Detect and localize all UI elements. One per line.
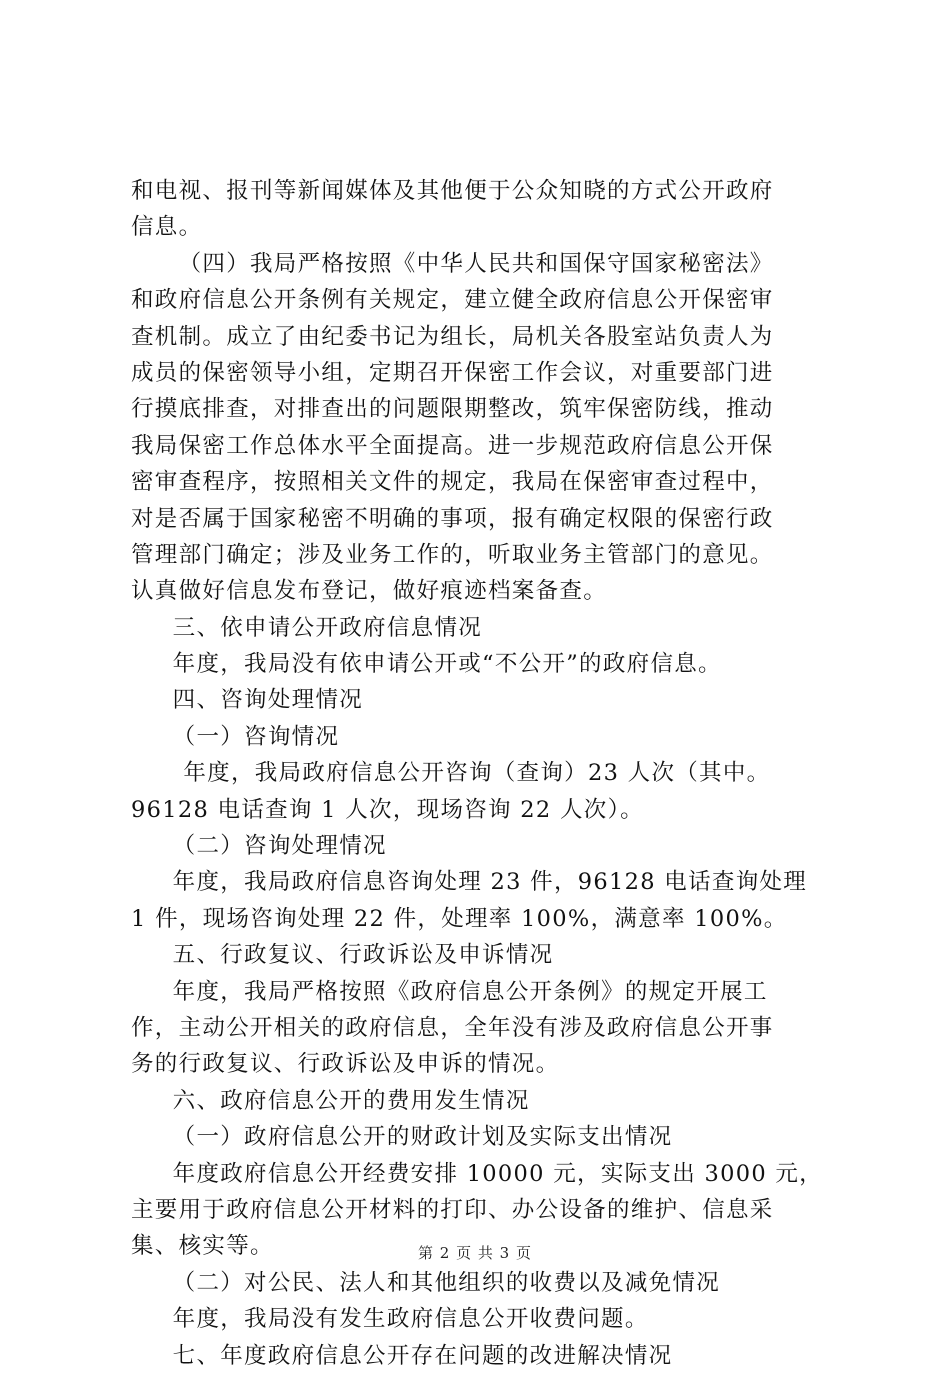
text-line: （四）我局严格按照《中华人民共和国保守国家秘密法》 xyxy=(178,250,774,277)
text-line: 和政府信息公开条例有关规定，建立健全政府信息公开保密审 xyxy=(131,287,774,314)
text-line: 集、核实等。 xyxy=(131,1233,274,1260)
text-line: 务的行政复议、行政诉讼及申诉的情况。 xyxy=(131,1051,560,1078)
text-line: 年度，我局政府信息公开咨询（查询）23 人次（其中。 xyxy=(183,760,771,787)
text-line: 五、行政复议、行政诉讼及申诉情况 xyxy=(172,942,554,969)
text-line: 成员的保密领导小组，定期召开保密工作会议，对重要部门进 xyxy=(131,359,774,386)
text-line: 96128 电话查询 1 人次，现场咨询 22 人次）。 xyxy=(131,796,644,823)
text-line: 认真做好信息发布登记，做好痕迹档案备查。 xyxy=(131,578,608,605)
document-body xyxy=(131,173,831,1374)
text-line: 对是否属于国家秘密不明确的事项，报有确定权限的保密行政 xyxy=(131,505,774,532)
text-line: 密审查程序，按照相关文件的规定，我局在保密审查过程中， xyxy=(131,469,774,496)
text-line: 管理部门确定；涉及业务工作的，听取业务主管部门的意见。 xyxy=(131,541,774,568)
text-line: 年度政府信息公开经费安排 10000 元，实际支出 3000 元， xyxy=(172,1160,823,1187)
text-line: 作，主动公开相关的政府信息，全年没有涉及政府信息公开事 xyxy=(131,1014,774,1041)
text-line: 信息。 xyxy=(131,214,203,241)
text-line: 年度，我局政府信息咨询处理 23 件，96128 电话查询处理 xyxy=(172,869,808,896)
text-line: 1 件，现场咨询处理 22 件，处理率 100%，满意率 100%。 xyxy=(131,905,788,932)
text-line: 七、年度政府信息公开存在问题的改进解决情况 xyxy=(172,1342,673,1369)
text-line: 年度，我局严格按照《政府信息公开条例》的规定开展工 xyxy=(172,978,768,1005)
text-line: 我局保密工作总体水平全面提高。进一步规范政府信息公开保 xyxy=(131,432,774,459)
text-line: （二）咨询处理情况 xyxy=(172,833,387,860)
text-line: 四、咨询处理情况 xyxy=(172,687,364,714)
text-line: 主要用于政府信息公开材料的打印、办公设备的维护、信息采 xyxy=(131,1196,774,1223)
text-line: （二）对公民、法人和其他组织的收费以及减免情况 xyxy=(172,1269,721,1296)
text-line: 年度，我局没有依申请公开或“不公开”的政府信息。 xyxy=(172,651,722,678)
page-footer: 第 2 页 共 3 页 xyxy=(418,1244,532,1262)
text-line: 和电视、报刊等新闻媒体及其他便于公众知晓的方式公开政府 xyxy=(131,178,774,204)
text-line: 查机制。成立了由纪委书记为组长，局机关各股室站负责人为 xyxy=(131,323,774,350)
text-line: （一）政府信息公开的财政计划及实际支出情况 xyxy=(172,1124,673,1151)
text-line: 行摸底排查，对排查出的问题限期整改，筑牢保密防线，推动 xyxy=(131,396,774,423)
text-line: 六、政府信息公开的费用发生情况 xyxy=(172,1087,530,1114)
text-line: 三、依申请公开政府信息情况 xyxy=(172,614,483,641)
text-line: （一）咨询情况 xyxy=(172,723,340,750)
text-line: 年度，我局没有发生政府信息公开收费问题。 xyxy=(172,1306,649,1333)
